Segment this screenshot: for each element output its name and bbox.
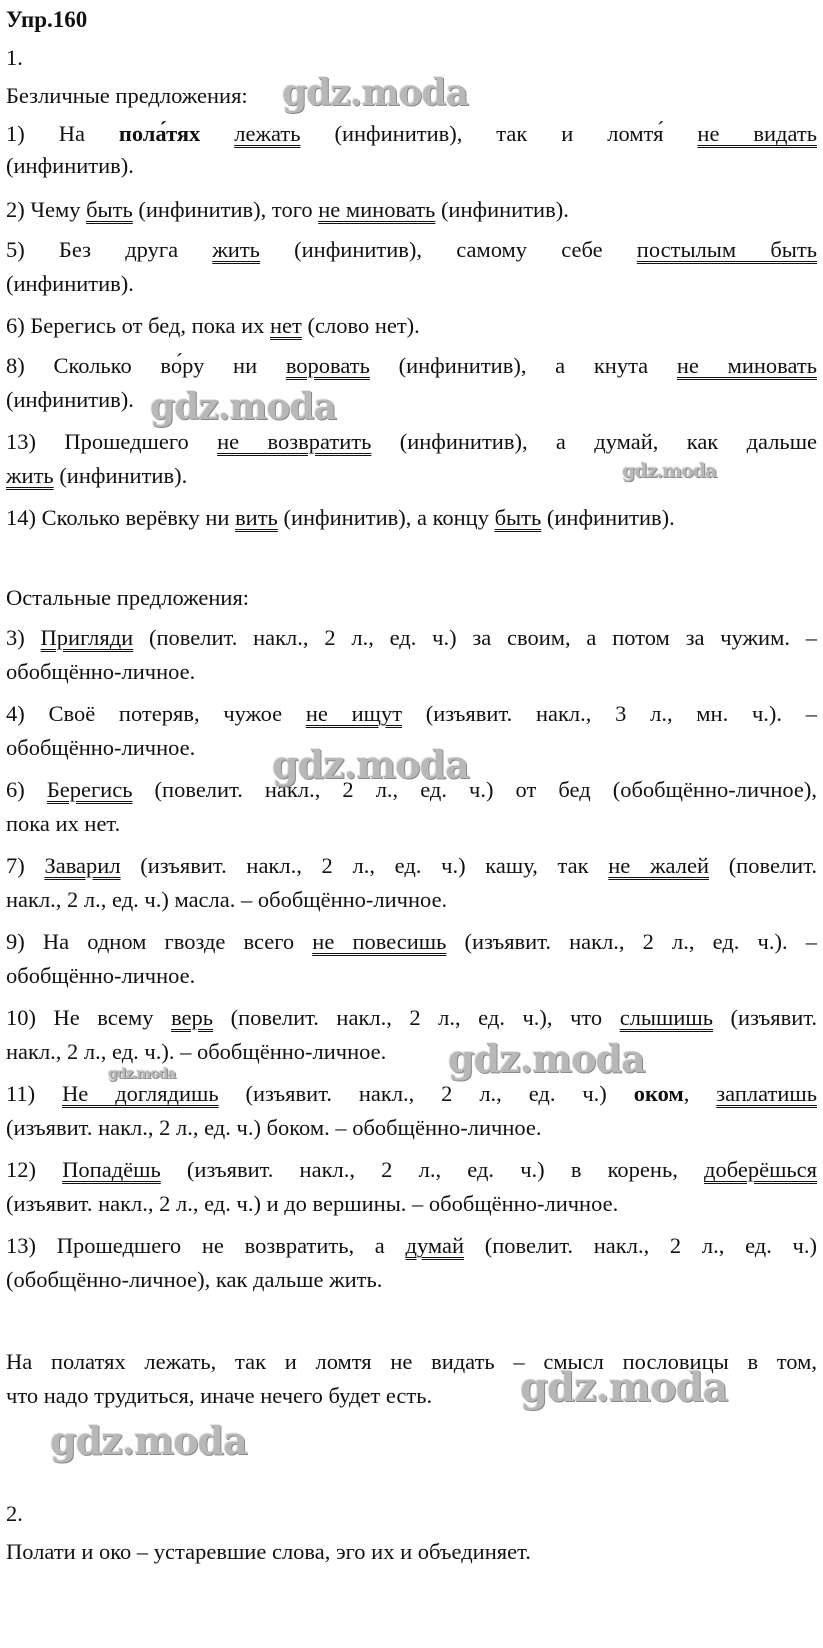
impersonal-sentence-5-cont: (инфинитив).: [6, 271, 134, 296]
watermark: gdz.moda: [108, 1066, 176, 1082]
impersonal-sentence-13: 13) Прошедшего не возвратить (инфинитив), а думай, как дальше: [6, 429, 818, 454]
impersonal-sentence-6: 6) Берегись от бед, пока их нет (слово нет).: [6, 313, 420, 338]
other-sentence-12-cont: (изъявит. накл., 2 л., ед. ч.) и до вершины. – обобщённо-личное.: [6, 1191, 619, 1216]
other-sentence-13-cont: (обобщённо-личное), как дальше жить.: [6, 1267, 383, 1292]
other-sentence-9: 9) На одном гвозде всего не повесишь (изъявит. накл., 2 л., ед. ч.). –: [6, 929, 817, 954]
other-heading: Остальные предложения:: [6, 585, 250, 610]
watermark: gdz.moda: [282, 72, 468, 114]
watermark: gdz.moda: [50, 1418, 247, 1463]
other-sentence-7: 7) Заварил (изъявит. накл., 2 л., ед. ч.) кашу, так не жалей (повелит.: [6, 853, 817, 878]
impersonal-sentence-8: 8) Сколько во́ру ни воровать (инфинитив), а кнута не миновать: [6, 353, 817, 378]
other-sentence-12: 12) Попадёшь (изъявит. накл., 2 л., ед. ч.) в корень, доберёшься: [6, 1157, 818, 1182]
final-answer: Полати и око – устаревшие слова, эго их и объединяет.: [6, 1539, 531, 1564]
other-sentence-4: 4) Своё потеряв, чужое не ищут (изъявит. накл., 3 л., мн. ч.). –: [6, 701, 817, 726]
watermark: gdz.moda: [272, 742, 469, 787]
impersonal-sentence-2: 2) Чему быть (инфинитив), того не миновать (инфинитив).: [6, 197, 569, 222]
other-sentence-6-cont: пока их нет.: [6, 811, 121, 836]
other-sentence-11: 11) Не доглядишь (изъявит. накл., 2 л., ед. ч.) оком, заплатишь: [6, 1081, 817, 1106]
watermark: gdz.moda: [150, 386, 336, 428]
other-sentence-10-cont: накл., 2 л., ед. ч.). – обобщённо-личное.: [6, 1039, 387, 1064]
other-sentence-13: 13) Прошедшего не возвратить, а думай (повелит. накл., 2 л., ед. ч.): [6, 1233, 817, 1258]
exercise-title: Упр.160: [6, 7, 88, 32]
impersonal-sentence-13-cont: жить (инфинитив).: [6, 463, 188, 488]
other-sentence-6: 6) Берегись (повелит. накл., 2 л., ед. ч.) от бед (обобщённо-личное),: [6, 777, 818, 802]
other-sentence-11-cont: (изъявит. накл., 2 л., ед. ч.) боком. – обобщённо-личное.: [6, 1115, 542, 1140]
other-sentence-9-cont: обобщённо-личное.: [6, 963, 196, 988]
other-sentence-4-cont: обобщённо-личное.: [6, 735, 196, 760]
other-sentence-10: 10) Не всему верь (повелит. накл., 2 л., ед. ч.), что слышишь (изъявит.: [6, 1005, 817, 1030]
impersonal-heading: Безличные предложения:: [6, 83, 248, 108]
section-number-2: 2.: [6, 1501, 23, 1526]
other-sentence-7-cont: накл., 2 л., ед. ч.) масла. – обобщённо-личное.: [6, 887, 448, 912]
impersonal-sentence-5: 5) Без друга жить (инфинитив), самому себе постылым быть: [6, 237, 818, 262]
section-number-1: 1.: [6, 45, 23, 70]
impersonal-sentence-1: 1) На пола́тях лежать (инфинитив), так и ломтя́ не видать: [6, 121, 817, 146]
other-sentence-3: 3) Пригляди (повелит. накл., 2 л., ед. ч.) за своим, а потом за чужим. –: [6, 625, 817, 650]
impersonal-sentence-14: 14) Сколько верёвку ни вить (инфинитив), а концу быть (инфинитив).: [6, 505, 675, 530]
other-sentence-3-cont: обобщённо-личное.: [6, 659, 196, 684]
watermark: gdz.moda: [520, 1364, 728, 1411]
proverb-meaning-cont: что надо трудиться, иначе нечего будет есть.: [6, 1383, 433, 1408]
watermark: gdz.moda: [448, 1036, 645, 1081]
proverb-meaning: На полатях лежать, так и ломтя не видать – смысл пословицы в том,: [6, 1349, 817, 1374]
watermark: gdz.moda: [622, 460, 717, 482]
impersonal-sentence-8-cont: (инфинитив).: [6, 387, 134, 412]
impersonal-sentence-1-cont: (инфинитив).: [6, 153, 134, 178]
